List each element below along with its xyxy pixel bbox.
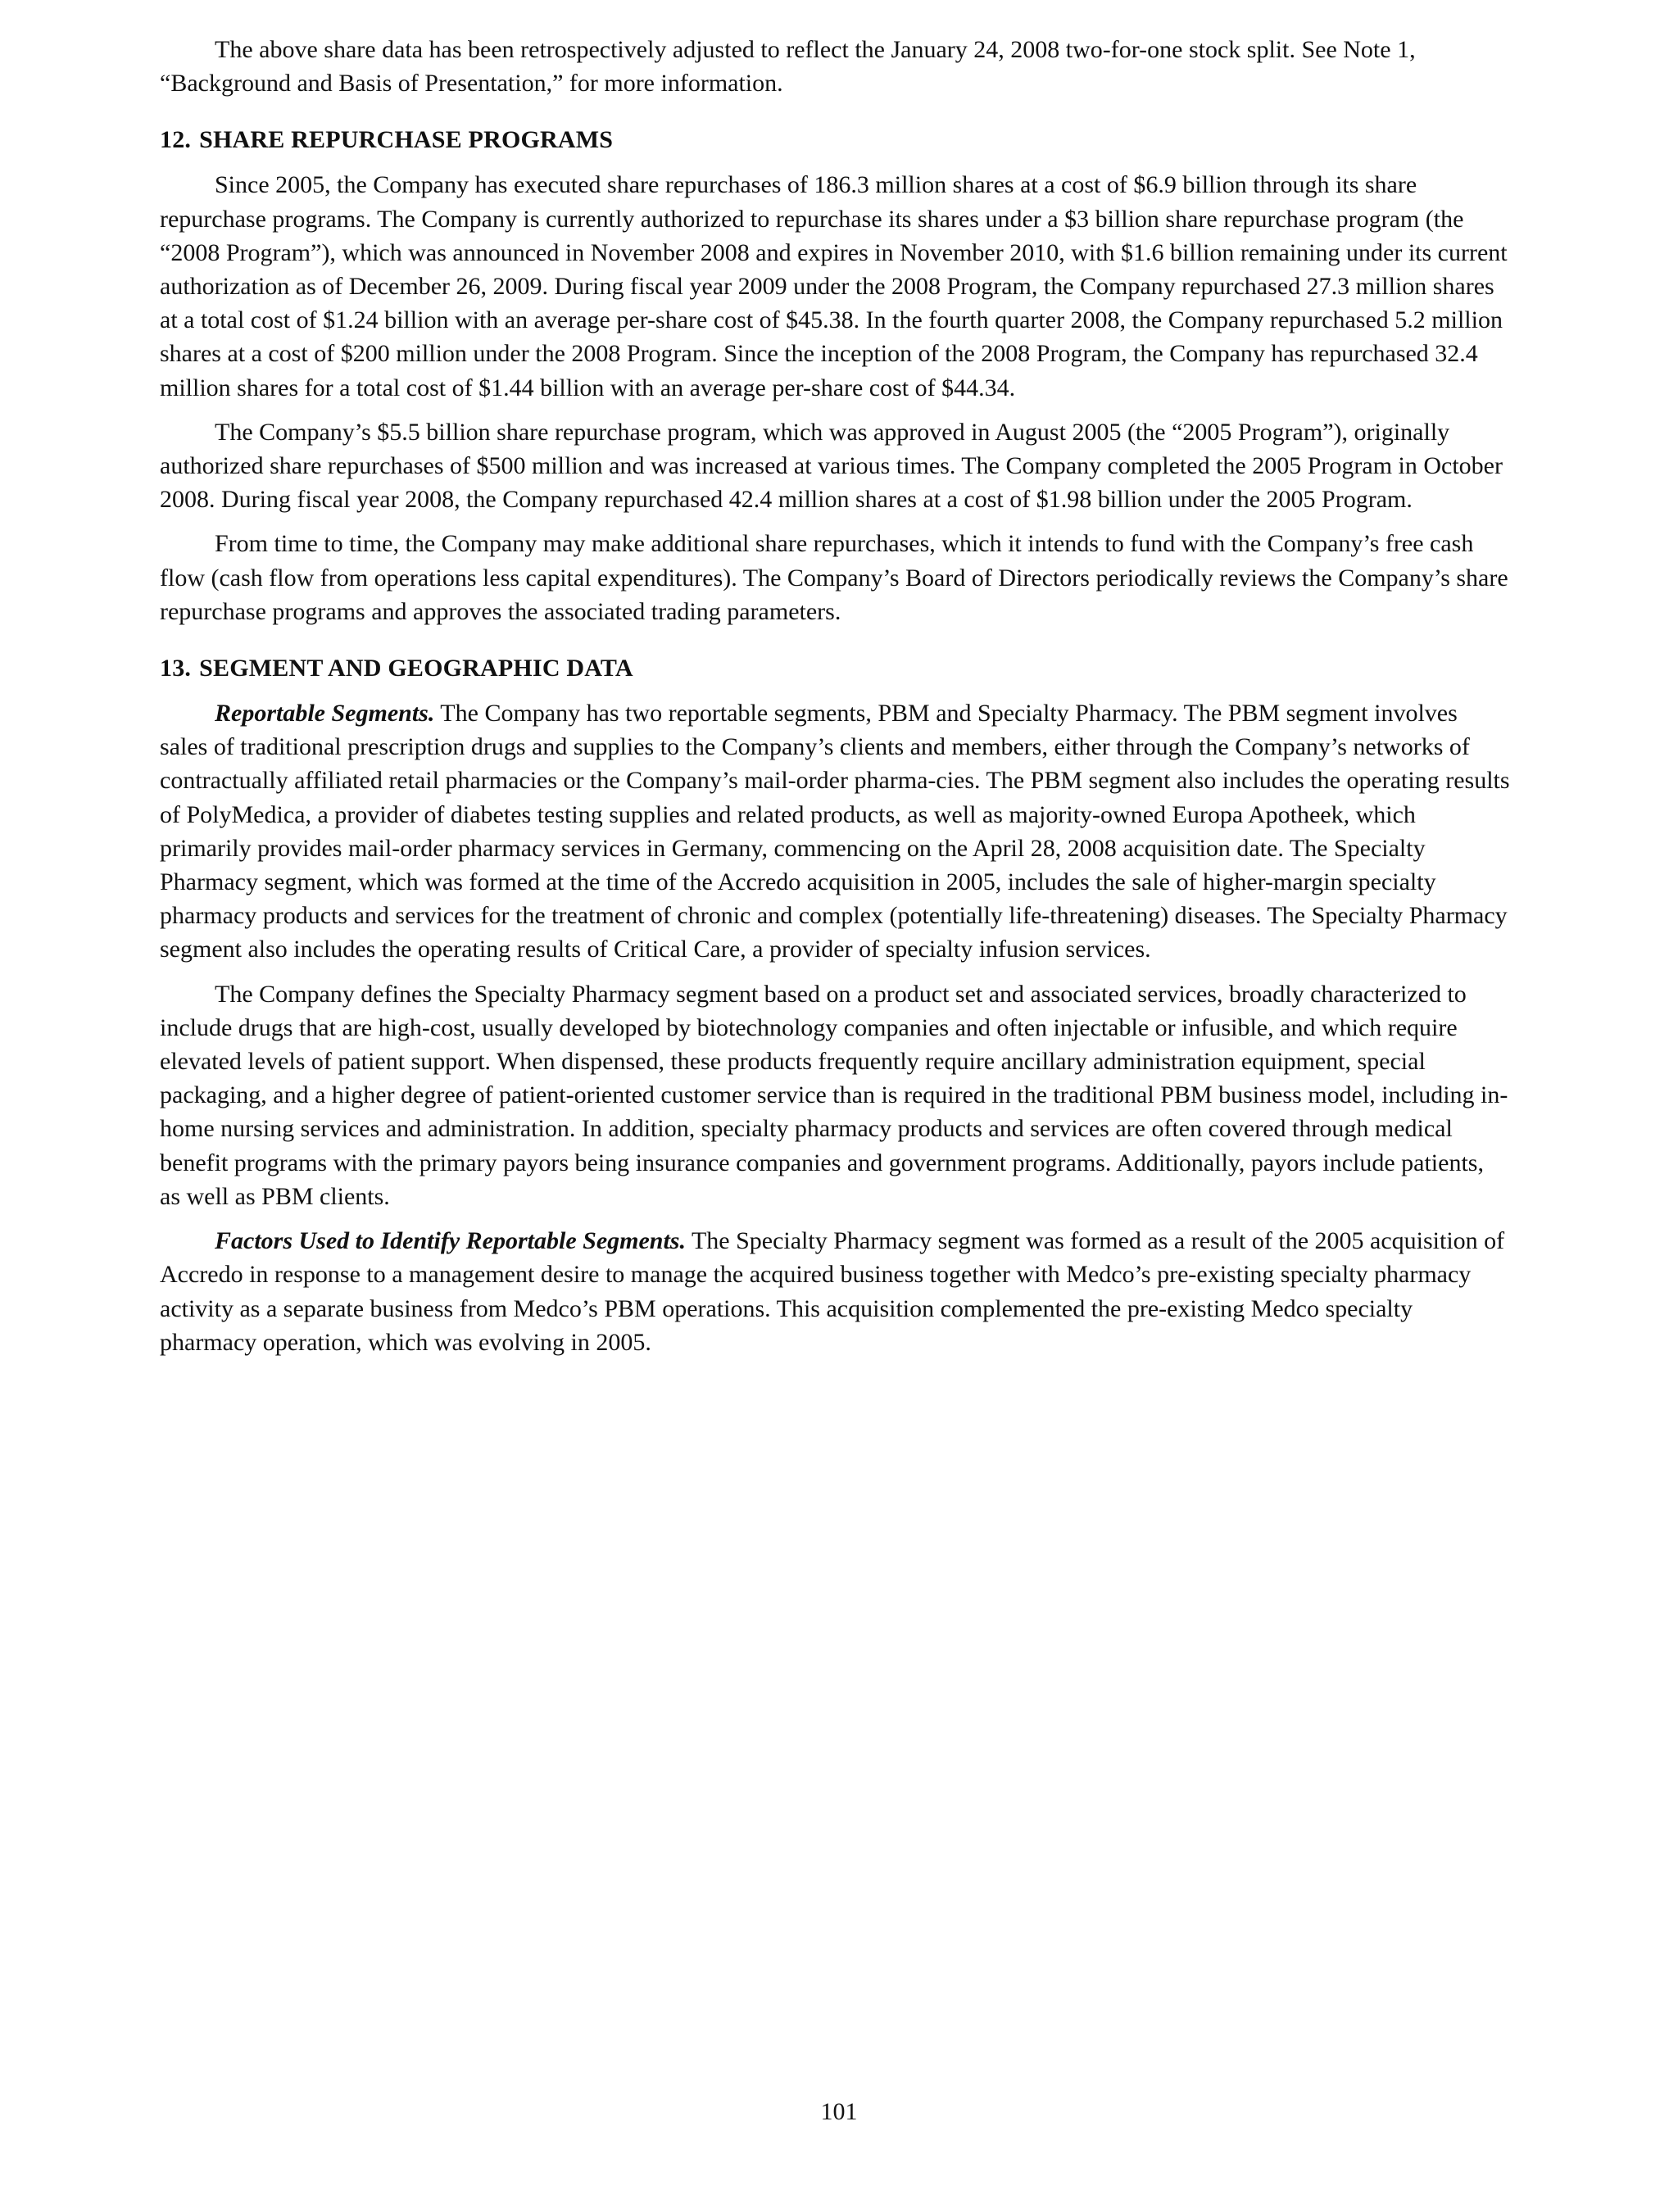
specialty-pharmacy-definition-paragraph: The Company defines the Specialty Pharmacy segment based on a product set and associated services, broadly characterized to include drugs that are high-cost, usually developed by biotechnology companies and often injectable or infusible, and which require elevated levels of patient support. When dispensed, these products frequently require ancillary administration equipment, special packaging, and a higher degree of patient-oriented customer service than is required in the traditional PBM business model, including in-home nursing services and administration. In addition, specialty pharmacy products and services are often covered through medical benefit programs with the primary payors being insurance companies and government programs. Additionally, payors include patients, as well as PBM clients. bbox=[160, 980, 1508, 1210]
section-12-title: SHARE REPURCHASE PROGRAMS bbox=[199, 126, 614, 154]
segment-factors-paragraph bbox=[160, 1224, 1510, 1359]
section-12-paragraph-2: The Company’s $5.5 billion share repurchase program, which was approved in August 2005 (the “2005 Program”), originally authorized share repurchases of $500 million and was increased at various times. The Company completed the 2005 Program in October 2008. During fiscal year 2008, the Company repurchased 42.4 million shares at a cost of $1.98 billion under the 2005 Program. bbox=[160, 418, 1503, 514]
reportable-segments-paragraph bbox=[160, 696, 1510, 967]
segment-factors-body: The Specialty Pharmacy segment was formed as a result of the 2005 acquisition of Accredo in response to a management desire to manage the acquired business together with Medco’s pre-existing specialty pharmacy activity as a separate business from Medco’s PBM operations. This acquisition complemented the pre-existing Medco specialty pharmacy operation, which was evolving in 2005. bbox=[160, 1227, 1505, 1356]
section-13-title: SEGMENT AND GEOGRAPHIC DATA bbox=[199, 655, 633, 682]
section-12-number: 12. bbox=[160, 126, 192, 154]
section-12-paragraph-1: Since 2005, the Company has executed share repurchases of 186.3 million shares at a cost of $6.9 billion through its share repurchase programs. The Company is currently authorized to repurchase its shares under a $3 billion share repurchase program (the “2008 Program”), which was announced in November 2008 and expires in November 2010, with $1.6 billion remaining under its current authorization as of December 26, 2009. During fiscal year 2009 under the 2008 Program, the Company repurchased 27.3 million shares at a total cost of $1.24 billion with an average per-share cost of $45.38. In the fourth quarter 2008, the Company repurchased 5.2 million shares at a cost of $200 million under the 2008 Program. Since the inception of the 2008 Program, the Company has repurchased 32.4 million shares for a total cost of $1.44 billion with an average per-share cost of $44.34. bbox=[160, 171, 1508, 401]
reportable-segments-body: The Company has two reportable segments, PBM and Specialty Pharmacy. The PBM segment involves sales of traditional prescription drugs and supplies to the Company’s clients and members, either through the Company’s networks of contractually affiliated retail pharmacies or the Company’s mail-order pharma-cies. The PBM segment also includes the operating results of PolyMedica, a provider of diabetes testing supplies and related products, as well as majority-owned Europa Apotheek, which primarily provides mail-order pharmacy services in Germany, commencing on the April 28, 2008 acquisition date. The Specialty Pharmacy segment, which was formed at the time of the Accredo acquisition in 2005, includes the sale of higher-margin specialty pharmacy products and services for the treatment of chronic and complex (potentially life-threatening) diseases. The Specialty Pharmacy segment also includes the operating results of Critical Care, a provider of specialty infusion services. bbox=[160, 700, 1510, 963]
section-13-heading bbox=[160, 651, 1510, 685]
section-12-heading bbox=[160, 123, 1510, 156]
segment-factors-lead: Factors Used to Identify Reportable Segments. bbox=[215, 1227, 686, 1255]
reportable-segments-lead: Reportable Segments. bbox=[215, 700, 435, 728]
section-13-number: 13. bbox=[160, 655, 192, 682]
page-number: 101 bbox=[820, 2098, 858, 2125]
document-page bbox=[160, 33, 1510, 1370]
section-12-paragraph-3: From time to time, the Company may make additional share repurchases, which it intends to fund with the Company’s free cash flow (cash flow from operations less capital expenditures). The Company’s Board of Directors periodically reviews the Company’s share repurchase programs and approves the associated trading parameters. bbox=[160, 530, 1508, 625]
intro-paragraph: The above share data has been retrospectively adjusted to reflect the January 24, 2008 two-for-one stock split. See Note 1, “Background and Basis of Presentation,” for more information. bbox=[160, 36, 1416, 97]
